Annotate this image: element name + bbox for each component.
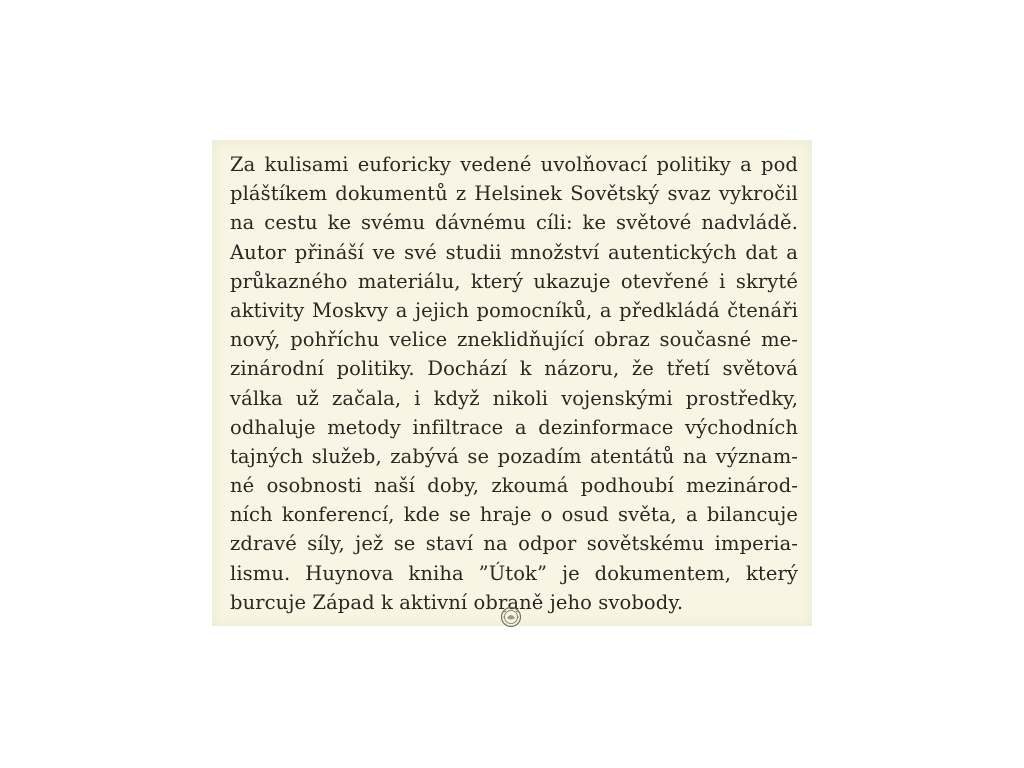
text-line-9: válka už začala, i když nikoli vojenskými prostředky, — [230, 386, 798, 410]
text-line-1: Za kulisami euforicky vedené uvolňovací politiky a pod — [230, 153, 798, 176]
text-line-2: pláštíkem dokumentů z Helsinek Sovětský svaz vykročil — [230, 182, 798, 206]
text-line-8: zinárodní politiky. Dochází k názoru, že třetí světová — [230, 357, 798, 381]
text-line-11: tajných služeb, zabývá se pozadím atentátů na význam- — [230, 444, 798, 468]
text-line-13: ních konferencí, kde se hraje o osud světa, a bilancuje — [230, 503, 798, 527]
text-line-14: zdravé síly, jež se staví na odpor sovětskému imperia- — [230, 532, 798, 556]
text-line-5: průkazného materiálu, který ukazuje otevřené i skryté — [230, 269, 798, 293]
text-line-15: lismu. Huynova kniha ”Útok” je dokumentem, který — [230, 561, 798, 585]
text-line-12: né osobnosti naší doby, zkoumá podhoubí mezinárod- — [230, 474, 798, 498]
text-line-16: burcuje Západ k aktivní obraně jeho svobody. — [230, 590, 684, 614]
text-line-10: odhaluje metody infiltrace a dezinformace východních — [230, 415, 798, 439]
text-line-6: aktivity Moskvy a jejich pomocníků, a předkládá čtenáři — [230, 298, 798, 322]
document-body — [230, 150, 798, 617]
text-line-3: na cestu ke svému dávnému cíli: ke světové nadvládě. — [230, 211, 798, 235]
text-line-4: Autor přináší ve své studii množství autentických dat a — [230, 240, 798, 264]
stamp-seal-icon — [499, 606, 523, 628]
text-line-7: nový, pohříchu velice zneklidňující obraz současné me- — [230, 328, 798, 352]
